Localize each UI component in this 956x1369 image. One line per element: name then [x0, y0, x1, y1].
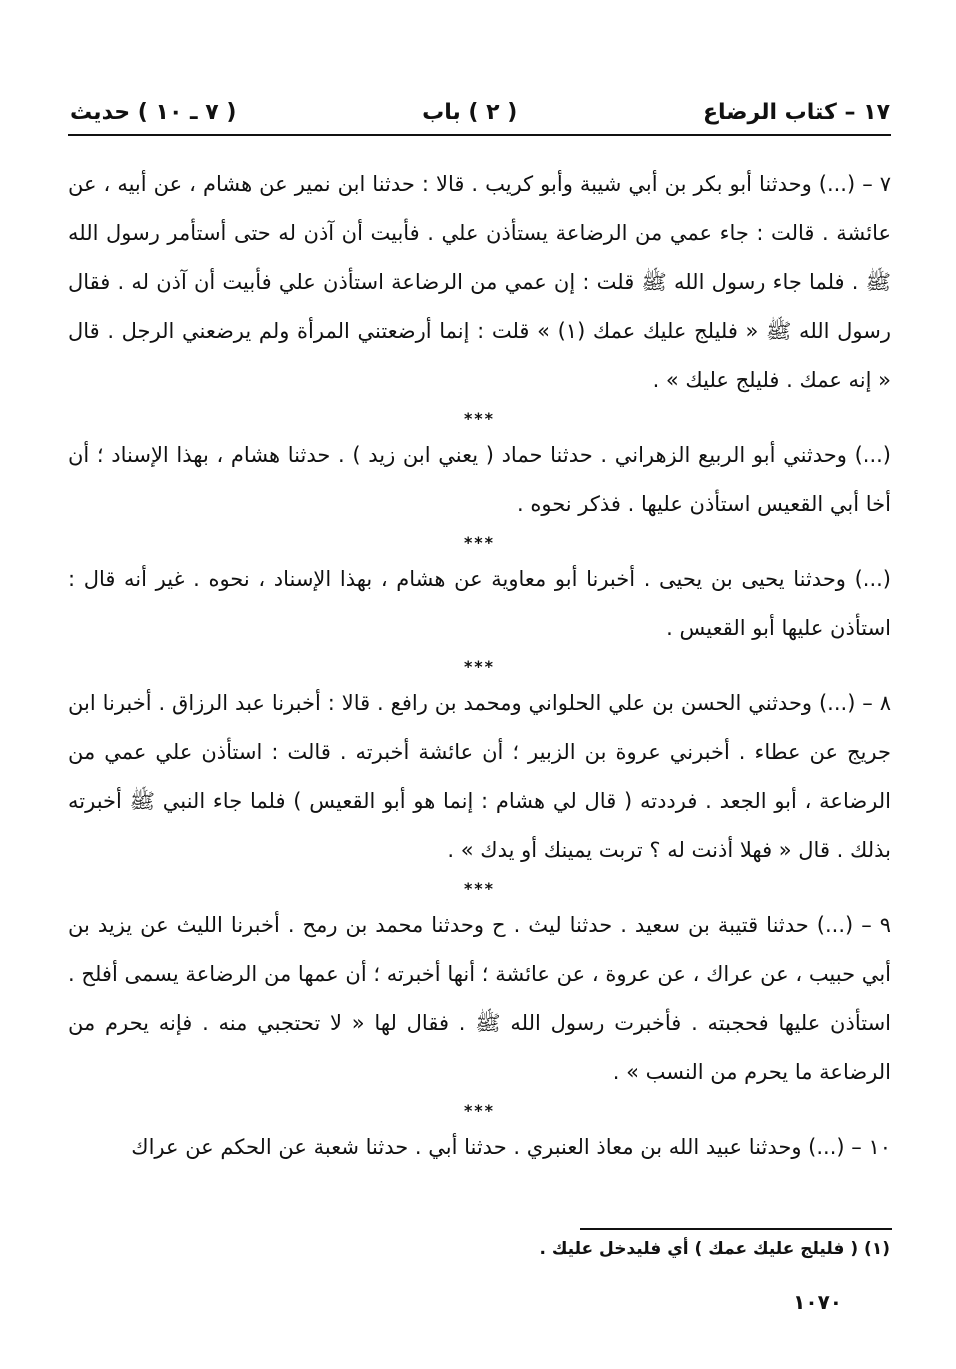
- page-number: ١٠٧٠: [793, 1290, 842, 1314]
- section-separator: ***: [463, 1101, 496, 1120]
- section-separator: ***: [463, 533, 496, 552]
- hadith-paragraph: (...) وحدثنا يحيى بن يحيى . أخبرنا أبو معاوية عن هشام ، بهذا الإسناد ، نحوه . غير أنه قال : استأذن عليها أبو القعيس .: [68, 567, 891, 640]
- hadith-paragraph: ١٠ – (...) وحدثنا عبيد الله بن معاذ العنبري . حدثنا أبي . حدثنا شعبة عن الحكم عن عراك: [131, 1135, 891, 1159]
- book-title: ١٧ – كتاب الرضاع: [702, 99, 890, 125]
- header-rule: [68, 134, 891, 136]
- hadith-paragraph: ٩ – (...) حدثنا قتيبة بن سعيد . حدثنا ليث . ح وحدثنا محمد بن رمح . أخبرنا الليث عن يزيد بن أبي حبيب ، عن عراك ، عن عروة ، عن عائشة ؛ أنها أخبرته ؛ أن عمها من الرضاعة يسمى أفلح . استأذن عليها فحجبته . فأخبرت رسول الله ﷺ . فقال لها « لا تحتجبي منه . فإنه يحرم من الرضاعة ما يحرم من النسب » .: [68, 913, 891, 1084]
- hadith-paragraph: ٧ – (...) وحدثنا أبو بكر بن أبي شيبة وأبو كريب . قالا : حدثنا ابن نمير عن هشام ، عن أبيه ، عن عائشة . قالت : جاء عمي من الرضاعة يستأذن علي . فأبيت أن آذن له حتى أستأمر رسول الله ﷺ . فلما جاء رسول الله ﷺ قلت : إن عمي من الرضاعة استأذن علي فأبيت أن آذن له . فقال رسول الله ﷺ « فليلج عليك عمك (١) » قلت : إنما أرضعتني المرأة ولم يرضعني الرجل . قال « إنه عمك . فليلج عليك » .: [68, 172, 891, 392]
- main-text: [68, 160, 891, 1172]
- chapter-label: ( ٢ ) باب: [422, 99, 518, 125]
- hadith-range: ( ٧ ـ ١٠ ) حديث: [70, 99, 237, 125]
- footnote-rule: [580, 1228, 892, 1230]
- section-separator: ***: [463, 657, 496, 676]
- hadith-paragraph: (...) وحدثني أبو الربيع الزهراني . حدثنا حماد ( يعني ابن زيد ) . حدثنا هشام ، بهذا الإسناد ؛ أن أخا أبي القعيس استأذن عليها . فذكر نحوه .: [68, 443, 891, 516]
- footnote: (١) ( فليلج عليك عمك ) أي فليدخل عليك .: [539, 1239, 890, 1259]
- hadith-paragraph: ٨ – (...) وحدثني الحسن بن علي الحلواني ومحمد بن رافع . قالا : أخبرنا عبد الرزاق . أخبرنا ابن جريج عن عطاء . أخبرني عروة بن الزبير ؛ أن عائشة أخبرته . قالت : استأذن علي عمي من الرضاعة ، أبو الجعد . فرددته ( قال لي هشام : إنما هو أبو القعيس ) فلما جاء النبي ﷺ أخبرته بذلك . قال « فهلا أذنت له ؟ تربت يمينك أو يدك » .: [68, 691, 891, 862]
- section-separator: ***: [463, 879, 496, 898]
- section-separator: ***: [463, 409, 496, 428]
- running-header: [70, 92, 890, 132]
